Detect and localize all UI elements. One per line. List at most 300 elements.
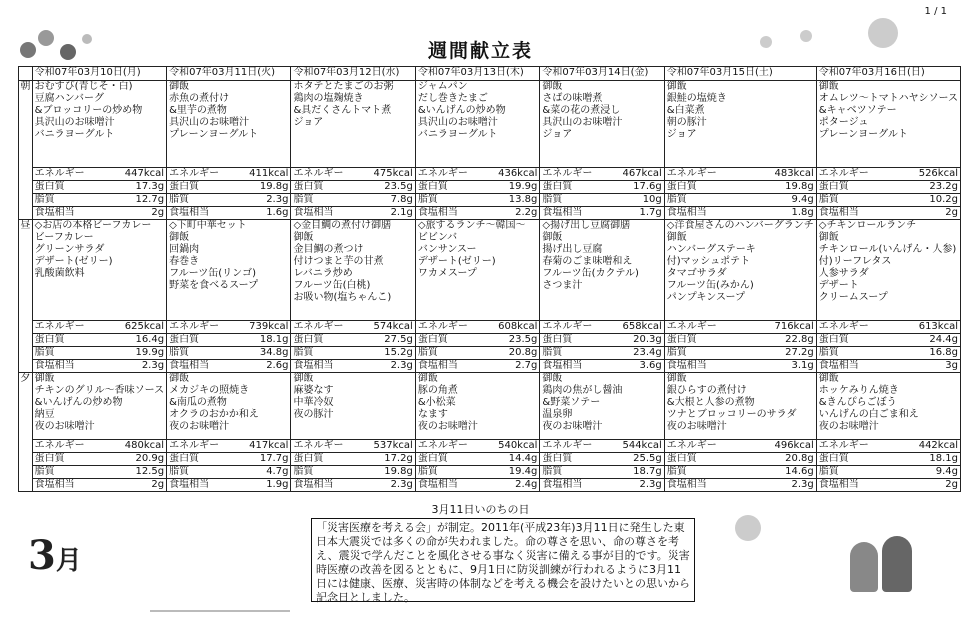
nutrition-value: 27.5g bbox=[384, 334, 413, 345]
menu-item: だし巻きたまご bbox=[417, 93, 488, 104]
nutrition-energy bbox=[540, 321, 664, 334]
nutrition-value: 20.8g bbox=[508, 347, 538, 358]
nutrition-label: 脂質 bbox=[818, 347, 839, 358]
nutrition-row bbox=[542, 360, 661, 372]
nutrition-label: 脂質 bbox=[542, 347, 563, 358]
nutrition-row bbox=[819, 207, 958, 219]
nutrition-value: 22.8g bbox=[785, 334, 814, 345]
nutrition-value: 18.7g bbox=[633, 466, 662, 477]
menu-item: 夜のお味噌汁 bbox=[417, 421, 478, 432]
nutrition-fat bbox=[664, 347, 816, 360]
nutrition-row bbox=[542, 168, 661, 180]
meal-items bbox=[167, 220, 291, 321]
nutrition-row bbox=[819, 440, 958, 452]
nutrition-label: エネルギー bbox=[293, 440, 344, 451]
nutrition-fat bbox=[415, 347, 540, 360]
nutrition-protein bbox=[415, 453, 540, 466]
page-title: 週間献立表 bbox=[427, 40, 533, 62]
menu-item: 揚げ出し豆腐 bbox=[542, 244, 603, 255]
nutrition-value: 540kcal bbox=[498, 440, 538, 451]
nutrition-value: 2.3g bbox=[639, 479, 662, 490]
menu-item: 銀ひらすの煮付け bbox=[666, 385, 747, 396]
nutrition-fat bbox=[291, 194, 415, 207]
menu-item: 御飯 bbox=[34, 373, 55, 384]
nutrition-label: 脂質 bbox=[417, 347, 438, 358]
nutrition-label: エネルギー bbox=[169, 168, 220, 179]
nutrition-fat bbox=[816, 466, 960, 479]
menu-item: 夜のお味噌汁 bbox=[169, 421, 230, 432]
nutrition-value: 3.1g bbox=[791, 360, 814, 371]
nutrition-row bbox=[819, 360, 958, 372]
nutrition-protein bbox=[816, 453, 960, 466]
nutrition-row bbox=[667, 479, 814, 491]
menu-item: ◇金目鯛の煮付け御膳 bbox=[293, 220, 392, 231]
menu-item: パンプキンスープ bbox=[666, 292, 745, 303]
menu-item: 鶏肉の焦がし醤油 bbox=[542, 385, 623, 396]
nutrition-row bbox=[819, 453, 958, 465]
menu-item: フルーツ缶(白桃) bbox=[293, 280, 371, 291]
nutrition-protein bbox=[540, 181, 664, 194]
meal-items bbox=[816, 373, 960, 440]
nutrition-label: 蛋白質 bbox=[169, 453, 200, 464]
nutrition-value: 10g bbox=[642, 194, 662, 205]
nutrition-value: 16.4g bbox=[135, 334, 165, 345]
nutrition-label: 蛋白質 bbox=[666, 181, 697, 192]
menu-item: 御飯 bbox=[169, 81, 190, 92]
menu-item: 赤魚の煮付け bbox=[169, 93, 230, 104]
nutrition-salt bbox=[540, 479, 664, 492]
nutrition-energy bbox=[32, 440, 166, 453]
nutrition-salt bbox=[32, 207, 166, 220]
date-header: 令和07年03月13日(木) bbox=[415, 67, 540, 81]
menu-item: 銀鮭の塩焼き bbox=[666, 93, 727, 104]
nutrition-row bbox=[819, 334, 958, 346]
meal-items bbox=[540, 81, 664, 168]
menu-item: チキンロール(いんげん・人参) bbox=[818, 244, 957, 255]
menu-item: お吸い物(塩ちゃんこ) bbox=[293, 292, 392, 303]
nutrition-label: 脂質 bbox=[293, 194, 314, 205]
menu-item: 具沢山のお味噌汁 bbox=[417, 117, 498, 128]
nutrition-value: 18.1g bbox=[929, 453, 958, 464]
meal-items bbox=[664, 220, 816, 321]
nutrition-label: エネルギー bbox=[818, 168, 869, 179]
meal-items bbox=[415, 81, 540, 168]
nutrition-label: エネルギー bbox=[666, 321, 717, 332]
caption: 3月11日いのちの日 bbox=[431, 503, 530, 516]
nutrition-value: 658kcal bbox=[622, 321, 662, 332]
nutrition-label: 蛋白質 bbox=[818, 181, 849, 192]
menu-item: &菜の花の煮浸し bbox=[542, 105, 621, 116]
nutrition-fat bbox=[32, 347, 166, 360]
nutrition-fat bbox=[415, 194, 540, 207]
nutrition-value: 23.5g bbox=[508, 334, 538, 345]
nutrition-row bbox=[418, 347, 538, 359]
menu-item: 具沢山のお味噌汁 bbox=[169, 117, 250, 128]
nutrition-row bbox=[293, 334, 412, 346]
meal-items bbox=[167, 81, 291, 168]
menu-item: ◇旅するランチ～韓国～ bbox=[417, 220, 526, 231]
nutrition-row bbox=[542, 440, 661, 452]
nutrition-value: 1.8g bbox=[791, 207, 814, 218]
nutrition-row bbox=[293, 360, 412, 372]
nutrition-label: 蛋白質 bbox=[666, 334, 697, 345]
nutrition-row bbox=[542, 181, 661, 193]
menu-item: 夜の豚汁 bbox=[293, 409, 334, 420]
corner-cell bbox=[19, 67, 33, 81]
nutrition-value: 19.8g bbox=[384, 466, 413, 477]
nutrition-label: 蛋白質 bbox=[34, 181, 65, 192]
nutrition-label: 食塩相当 bbox=[818, 360, 859, 371]
nutrition-energy bbox=[32, 321, 166, 334]
nutrition-row bbox=[169, 360, 288, 372]
menu-item: 朝の豚汁 bbox=[666, 117, 707, 128]
nutrition-row bbox=[35, 440, 164, 452]
nutrition-label: 蛋白質 bbox=[169, 334, 200, 345]
meal-items bbox=[540, 373, 664, 440]
menu-item: 御飯 bbox=[417, 373, 438, 384]
menu-item: 金目鯛の煮つけ bbox=[293, 244, 364, 255]
nutrition-salt bbox=[816, 207, 960, 220]
nutrition-label: 食塩相当 bbox=[293, 207, 334, 218]
nutrition-row bbox=[819, 168, 958, 180]
nutrition-protein bbox=[167, 334, 291, 347]
meal-items bbox=[816, 220, 960, 321]
menu-item: 御飯 bbox=[666, 373, 687, 384]
nutrition-label: 脂質 bbox=[666, 466, 687, 477]
nutrition-row bbox=[819, 466, 958, 478]
menu-item: &キャベツソテー bbox=[818, 105, 897, 116]
menu-item: 麻婆なす bbox=[293, 385, 334, 396]
menu-item: &白菜煮 bbox=[666, 105, 705, 116]
menu-item: &里芋の煮物 bbox=[169, 105, 227, 116]
menu-item: ハンバーグステーキ bbox=[666, 244, 756, 255]
nutrition-row bbox=[169, 453, 288, 465]
menu-item: ホッケみりん焼き bbox=[818, 385, 899, 396]
nutrition-fat bbox=[167, 194, 291, 207]
nutrition-row bbox=[418, 207, 538, 219]
nutrition-value: 613kcal bbox=[918, 321, 958, 332]
nutrition-protein bbox=[816, 181, 960, 194]
nutrition-label: 蛋白質 bbox=[417, 334, 448, 345]
menu-item: 乳酸菌飲料 bbox=[34, 268, 85, 279]
nutrition-row bbox=[667, 440, 814, 452]
nutrition-value: 24.4g bbox=[929, 334, 958, 345]
menu-item: 夜のお味噌汁 bbox=[818, 421, 879, 432]
menu-item: オクラのおかか和え bbox=[169, 409, 259, 420]
nutrition-value: 17.7g bbox=[259, 453, 289, 464]
menu-item: バンサンスー bbox=[417, 244, 477, 255]
nutrition-value: 526kcal bbox=[918, 168, 958, 179]
menu-item: 夜のお味噌汁 bbox=[542, 421, 603, 432]
nutrition-label: 蛋白質 bbox=[818, 453, 849, 464]
menu-item: &南瓜の煮物 bbox=[169, 397, 227, 408]
menu-item: ◇洋食屋さんのハンバーグランチ bbox=[666, 220, 814, 231]
menu-item: 御飯 bbox=[169, 232, 190, 243]
nutrition-label: エネルギー bbox=[542, 440, 593, 451]
menu-item: &小松菜 bbox=[417, 397, 456, 408]
nutrition-protein bbox=[664, 181, 816, 194]
nutrition-value: 2.3g bbox=[141, 360, 165, 371]
menu-item: 野菜を食べるスープ bbox=[169, 280, 259, 291]
nutrition-row bbox=[293, 168, 412, 180]
nutrition-label: 蛋白質 bbox=[417, 453, 448, 464]
nutrition-value: 1.9g bbox=[266, 479, 289, 490]
nutrition-label: エネルギー bbox=[542, 321, 593, 332]
nutrition-protein bbox=[415, 334, 540, 347]
menu-item: 御飯 bbox=[542, 81, 563, 92]
nutrition-row bbox=[819, 347, 958, 359]
menu-item: グリーンサラダ bbox=[34, 244, 105, 255]
menu-item: タマゴサラダ bbox=[666, 268, 727, 279]
menu-item: 御飯 bbox=[666, 232, 687, 243]
meal-items bbox=[291, 220, 415, 321]
nutrition-value: 442kcal bbox=[918, 440, 958, 451]
menu-item: ジョア bbox=[542, 129, 573, 140]
menu-item: クリームスープ bbox=[818, 292, 888, 303]
nutrition-row bbox=[293, 466, 412, 478]
nutrition-value: 608kcal bbox=[498, 321, 538, 332]
nutrition-value: 20.8g bbox=[785, 453, 814, 464]
nutrition-value: 2.3g bbox=[390, 479, 413, 490]
nutrition-row bbox=[667, 168, 814, 180]
nutrition-label: 蛋白質 bbox=[293, 334, 324, 345]
nutrition-row bbox=[35, 181, 164, 193]
nutrition-fat bbox=[32, 466, 166, 479]
nutrition-value: 18.1g bbox=[259, 334, 289, 345]
nutrition-energy bbox=[32, 168, 166, 181]
menu-item: &野菜ソテー bbox=[542, 397, 601, 408]
meal-items bbox=[291, 373, 415, 440]
nutrition-label: 食塩相当 bbox=[34, 479, 75, 490]
nutrition-value: 9.4g bbox=[935, 466, 958, 477]
nutrition-row bbox=[667, 453, 814, 465]
nutrition-salt bbox=[664, 360, 816, 373]
nutrition-label: 食塩相当 bbox=[542, 360, 583, 371]
nutrition-label: 脂質 bbox=[542, 194, 563, 205]
menu-item: チキンのグリル～香味ソース bbox=[34, 385, 165, 396]
nutrition-label: エネルギー bbox=[169, 440, 220, 451]
nutrition-label: エネルギー bbox=[818, 321, 869, 332]
nutrition-row bbox=[35, 207, 164, 219]
date-header: 令和07年03月12日(水) bbox=[291, 67, 415, 81]
nutrition-fat bbox=[664, 466, 816, 479]
menu-item: デザート(ゼリー) bbox=[34, 256, 113, 267]
nutrition-row bbox=[35, 347, 164, 359]
nutrition-energy bbox=[291, 321, 415, 334]
nutrition-value: 14.6g bbox=[785, 466, 814, 477]
nutrition-value: 2.6g bbox=[266, 360, 289, 371]
nutrition-value: 10.2g bbox=[929, 194, 958, 205]
nutrition-label: 脂質 bbox=[417, 194, 438, 205]
menu-item: ジョア bbox=[293, 117, 324, 128]
nutrition-row bbox=[35, 479, 164, 491]
nutrition-energy bbox=[415, 321, 540, 334]
menu-item: 付)リーフレタス bbox=[818, 256, 892, 267]
nutrition-salt bbox=[415, 479, 540, 492]
nutrition-salt bbox=[167, 360, 291, 373]
page-number: 1 / 1 bbox=[924, 6, 947, 17]
nutrition-value: 23.5g bbox=[384, 181, 413, 192]
nutrition-salt bbox=[664, 479, 816, 492]
menu-item: 温泉卵 bbox=[542, 409, 573, 420]
nutrition-label: エネルギー bbox=[818, 440, 869, 451]
menu-item: 夜のお味噌汁 bbox=[34, 421, 95, 432]
menu-item: ビビンバ bbox=[417, 232, 458, 243]
nutrition-protein bbox=[291, 334, 415, 347]
nutrition-value: 7.8g bbox=[390, 194, 413, 205]
nutrition-label: 食塩相当 bbox=[293, 479, 334, 490]
menu-item: ジョア bbox=[666, 129, 697, 140]
nutrition-energy bbox=[167, 440, 291, 453]
meal-items bbox=[167, 373, 291, 440]
nutrition-row bbox=[169, 466, 288, 478]
nutrition-salt bbox=[415, 360, 540, 373]
nutrition-value: 25.5g bbox=[633, 453, 662, 464]
nutrition-row bbox=[35, 453, 164, 465]
date-header: 令和07年03月14日(金) bbox=[540, 67, 664, 81]
nutrition-row bbox=[542, 321, 661, 333]
nutrition-row bbox=[418, 479, 538, 491]
nutrition-fat bbox=[415, 466, 540, 479]
menu-item: &ブロッコリーの炒め物 bbox=[34, 105, 143, 116]
menu-item: なます bbox=[417, 409, 448, 420]
nutrition-fat bbox=[167, 466, 291, 479]
nutrition-label: 蛋白質 bbox=[34, 334, 65, 345]
bamboo-shoot-decoration bbox=[830, 532, 930, 602]
nutrition-row bbox=[418, 321, 538, 333]
meal-items bbox=[664, 81, 816, 168]
nutrition-salt bbox=[540, 360, 664, 373]
nutrition-protein bbox=[664, 453, 816, 466]
meal-items bbox=[664, 373, 816, 440]
nutrition-protein bbox=[664, 334, 816, 347]
nutrition-row bbox=[293, 321, 412, 333]
nutrition-label: 脂質 bbox=[34, 347, 55, 358]
menu-item: メカジキの照焼き bbox=[169, 385, 250, 396]
nutrition-value: 447kcal bbox=[124, 168, 165, 179]
nutrition-label: 蛋白質 bbox=[417, 181, 448, 192]
nutrition-row bbox=[819, 181, 958, 193]
menu-item: ビーフカレー bbox=[34, 232, 94, 243]
nutrition-energy bbox=[167, 168, 291, 181]
meal-items bbox=[32, 373, 166, 440]
date-header: 令和07年03月16日(日) bbox=[816, 67, 960, 81]
nutrition-label: 蛋白質 bbox=[542, 453, 573, 464]
nutrition-row bbox=[169, 321, 288, 333]
menu-item: 春菊のごま味噌和え bbox=[542, 256, 633, 267]
nutrition-row bbox=[418, 360, 538, 372]
nutrition-value: 574kcal bbox=[373, 321, 413, 332]
nutrition-value: 3.6g bbox=[639, 360, 662, 371]
nutrition-row bbox=[293, 440, 412, 452]
meal-items bbox=[32, 220, 166, 321]
nutrition-salt bbox=[664, 207, 816, 220]
nutrition-row bbox=[35, 334, 164, 346]
nutrition-label: 食塩相当 bbox=[818, 479, 859, 490]
nutrition-row bbox=[819, 479, 958, 491]
menu-item: &いんげんの炒め物 bbox=[34, 397, 123, 408]
nutrition-energy bbox=[415, 440, 540, 453]
nutrition-row bbox=[169, 207, 288, 219]
menu-item: 人参サラダ bbox=[818, 268, 869, 279]
nutrition-value: 1.7g bbox=[639, 207, 662, 218]
nutrition-value: 480kcal bbox=[124, 440, 165, 451]
menu-item: 御飯 bbox=[542, 232, 563, 243]
meal-label: 昼 bbox=[19, 220, 33, 373]
nutrition-value: 19.9g bbox=[135, 347, 165, 358]
menu-item: 付けつまと芋の甘煮 bbox=[293, 256, 384, 267]
menu-item: 付)マッシュポテト bbox=[666, 256, 751, 267]
nutrition-energy bbox=[291, 168, 415, 181]
menu-item: 御飯 bbox=[293, 373, 314, 384]
nutrition-row bbox=[667, 347, 814, 359]
nutrition-protein bbox=[32, 334, 166, 347]
menu-item: おむすび(青じそ・白) bbox=[34, 81, 133, 92]
nutrition-row bbox=[169, 181, 288, 193]
nutrition-row bbox=[542, 334, 661, 346]
bee-icon bbox=[735, 515, 761, 541]
nutrition-row bbox=[293, 479, 412, 491]
meal-items bbox=[816, 81, 960, 168]
nutrition-row bbox=[418, 194, 538, 206]
nutrition-label: 食塩相当 bbox=[169, 207, 210, 218]
nutrition-label: エネルギー bbox=[34, 440, 85, 451]
nutrition-label: 食塩相当 bbox=[293, 360, 334, 371]
nutrition-value: 19.8g bbox=[785, 181, 814, 192]
menu-item: 中華冷奴 bbox=[293, 397, 334, 408]
nutrition-salt bbox=[816, 479, 960, 492]
nutrition-row bbox=[418, 440, 538, 452]
nutrition-row bbox=[542, 347, 661, 359]
menu-item: 鶏肉の塩麹焼き bbox=[293, 93, 364, 104]
menu-item: ◇揚げ出し豆腐御膳 bbox=[542, 220, 631, 231]
nutrition-row bbox=[418, 453, 538, 465]
nutrition-label: 食塩相当 bbox=[34, 207, 75, 218]
date-header: 令和07年03月10日(月) bbox=[32, 67, 166, 81]
nutrition-label: エネルギー bbox=[417, 321, 468, 332]
menu-item: 回鍋肉 bbox=[169, 244, 200, 255]
menu-item: 具沢山のお味噌汁 bbox=[34, 117, 115, 128]
nutrition-value: 19.4g bbox=[508, 466, 538, 477]
nutrition-value: 15.2g bbox=[384, 347, 413, 358]
nutrition-row bbox=[169, 479, 288, 491]
nutrition-row bbox=[819, 194, 958, 206]
nutrition-salt bbox=[415, 207, 540, 220]
menu-item: &大根と人参の煮物 bbox=[666, 397, 755, 408]
nutrition-label: 食塩相当 bbox=[417, 360, 458, 371]
nutrition-salt bbox=[291, 207, 415, 220]
nutrition-row bbox=[35, 194, 164, 206]
menu-item: バニラヨーグルト bbox=[34, 129, 115, 140]
nutrition-row bbox=[35, 466, 164, 478]
menu-item: さばの味噌煮 bbox=[542, 93, 603, 104]
nutrition-salt bbox=[167, 207, 291, 220]
nutrition-energy bbox=[540, 168, 664, 181]
menu-item: 具沢山のお味噌汁 bbox=[542, 117, 623, 128]
menu-item: ポタージュ bbox=[818, 117, 869, 128]
nutrition-label: 食塩相当 bbox=[417, 479, 458, 490]
nutrition-label: 食塩相当 bbox=[169, 479, 210, 490]
menu-item: 春巻き bbox=[169, 256, 200, 267]
nutrition-row bbox=[542, 453, 661, 465]
nutrition-row bbox=[169, 347, 288, 359]
nutrition-value: 475kcal bbox=[373, 168, 413, 179]
nutrition-label: 食塩相当 bbox=[666, 207, 707, 218]
nutrition-value: 2.7g bbox=[515, 360, 538, 371]
nutrition-label: エネルギー bbox=[34, 321, 85, 332]
nutrition-label: 脂質 bbox=[169, 347, 190, 358]
nutrition-label: エネルギー bbox=[666, 440, 717, 451]
